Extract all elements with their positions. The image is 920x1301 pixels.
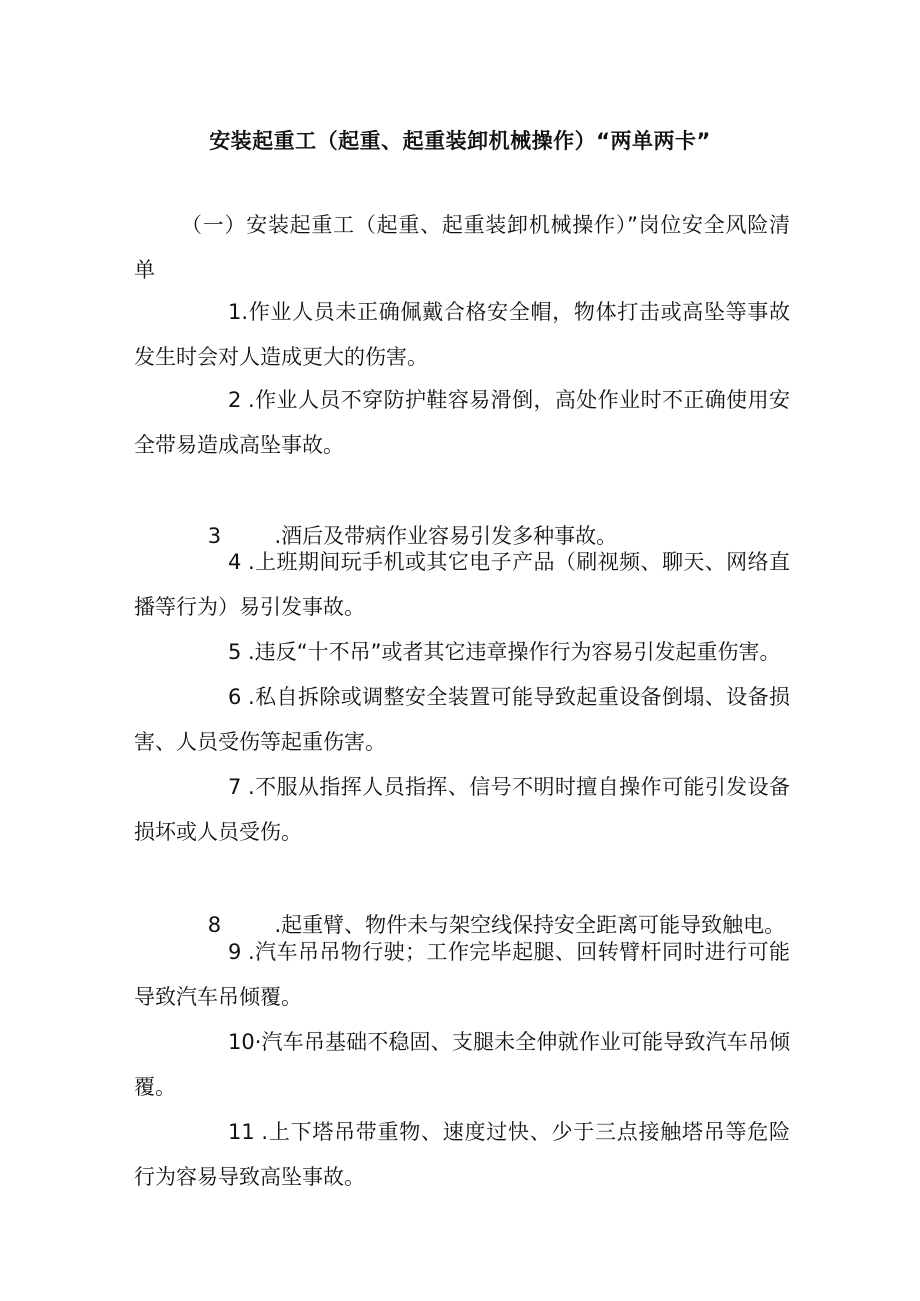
list-item-text: 私自拆除或调整安全装置可能导致起重设备倒塌、设备损害、人员受伤等起重伤害。 bbox=[134, 685, 790, 754]
list-item bbox=[134, 930, 790, 1020]
list-item-number: 7 . bbox=[228, 775, 255, 799]
list-item-number: 1. bbox=[228, 300, 249, 324]
list-item-number: 6 . bbox=[228, 685, 255, 709]
list-item bbox=[134, 378, 790, 468]
list-item-text: 作业人员未正确佩戴合格安全帽，物体打击或高坠等事故发生时会对人造成更大的伤害。 bbox=[134, 300, 790, 369]
list-item-text: 汽车吊基础不稳固、支腿未全伸就作业可能导致汽车吊倾覆。 bbox=[134, 1030, 790, 1099]
list-item-number: 5 . bbox=[228, 640, 255, 664]
list-item-text: 上下塔吊带重物、速度过快、少于三点接触塔吊等危险行为容易导致高坠事故。 bbox=[134, 1120, 790, 1189]
section-heading: （一）安装起重工（起重、起重装卸机械操作）”岗位安全风险清单 bbox=[134, 213, 790, 282]
list-item-number: 3 . bbox=[207, 524, 282, 548]
document-title: 安装起重工（起重、起重装卸机械操作）“两单两卡” bbox=[209, 129, 711, 153]
list-item bbox=[134, 630, 790, 675]
list-item bbox=[134, 1110, 790, 1200]
list-item-text: 违反“十不吊”或者其它违章操作行为容易引发起重伤害。 bbox=[254, 640, 781, 664]
list-item-text: 不服从指挥人员指挥、信号不明时擅自操作可能引发设备损坏或人员受伤。 bbox=[134, 775, 790, 844]
list-item-number: 10· bbox=[228, 1030, 262, 1054]
list-item-number: 8 . bbox=[207, 913, 282, 937]
list-item bbox=[134, 290, 790, 380]
list-item bbox=[134, 765, 790, 855]
list-item-number: 4 . bbox=[228, 550, 255, 574]
list-item bbox=[134, 675, 790, 765]
list-item-text: 酒后及带病作业容易引发多种事故。 bbox=[281, 524, 618, 548]
list-item-number: 11 . bbox=[228, 1120, 269, 1144]
list-item-number: 2 . bbox=[228, 388, 255, 412]
list-item bbox=[134, 540, 790, 630]
list-item-number: 9 . bbox=[228, 940, 255, 964]
list-item-text: 汽车吊吊物行驶；工作完毕起腿、回转臂杆同时进行可能导致汽车吊倾覆。 bbox=[134, 940, 790, 1009]
list-item-text: 起重臂、物件未与架空线保持安全距离可能导致触电。 bbox=[281, 913, 786, 937]
list-item-text: 上班期间玩手机或其它电子产品（刷视频、聊天、网络直播等行为）易引发事故。 bbox=[134, 550, 790, 619]
list-item-text: 作业人员不穿防护鞋容易滑倒，高处作业时不正确使用安全带易造成高坠事故。 bbox=[134, 388, 790, 457]
list-item bbox=[134, 1020, 790, 1110]
